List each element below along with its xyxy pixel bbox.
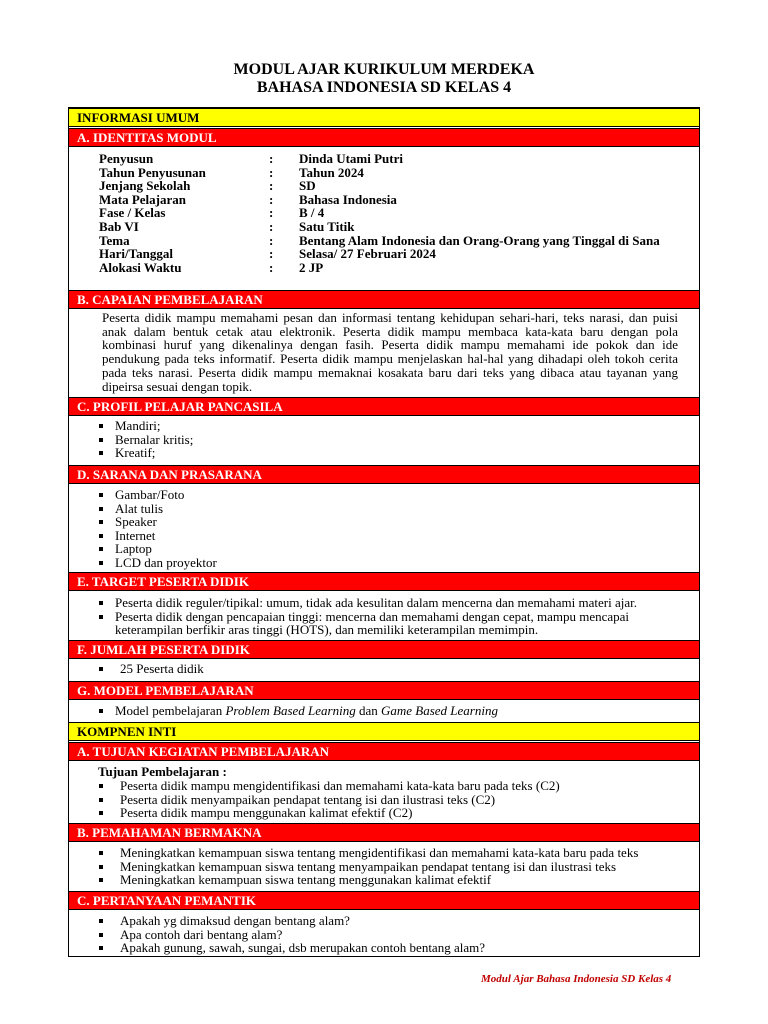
identity-row bbox=[99, 247, 660, 261]
list-item: Laptop bbox=[98, 542, 217, 556]
list-item bbox=[98, 704, 498, 718]
identity-row bbox=[99, 206, 660, 220]
identity-label: Tema bbox=[99, 232, 130, 248]
identity-label: Tahun Penyusunan bbox=[99, 164, 206, 180]
identity-row bbox=[99, 179, 660, 193]
list-item: Apa contoh dari bentang alam? bbox=[98, 928, 485, 942]
model-list bbox=[98, 704, 498, 718]
section-komponen-inti: KOMPNEN INTI bbox=[69, 722, 699, 741]
identity-label: Penyusun bbox=[99, 151, 154, 166]
list-item: Alat tulis bbox=[98, 502, 217, 516]
list-item: Peserta didik menyampaikan pendapat tentang isi dan ilustrasi teks (C2) bbox=[98, 793, 560, 807]
section-sarana-prasarana: D. SARANA DAN PRASARANA bbox=[69, 465, 699, 484]
identity-label: Hari/Tanggal bbox=[99, 246, 173, 262]
identity-value: Bahasa Indonesia bbox=[299, 191, 397, 207]
identity-value: Tahun 2024 bbox=[299, 164, 364, 180]
pertanyaan-list bbox=[98, 914, 485, 955]
identity-label: Bab VI bbox=[99, 218, 139, 234]
section-jumlah-peserta: F. JUMLAH PESERTA DIDIK bbox=[69, 640, 699, 659]
identity-label: Alokasi Waktu bbox=[99, 259, 182, 275]
jumlah-list bbox=[98, 662, 204, 676]
section-pemahaman-bermakna: B. PEMAHAMAN BERMAKNA bbox=[69, 823, 699, 842]
identity-row bbox=[99, 234, 660, 248]
list-item: Apakah gunung, sawah, sungai, dsb merupakan contoh bentang alam? bbox=[98, 941, 485, 955]
identity-row bbox=[99, 193, 660, 207]
identity-colon: : bbox=[269, 259, 274, 275]
identity-value: SD bbox=[299, 178, 316, 194]
tujuan-subheading: Tujuan Pembelajaran : bbox=[98, 764, 227, 779]
list-item: Peserta didik dengan pencapaian tinggi: mencerna dan memahami dengan cepat, mampu mencapai keterampilan berfikir aras tinggi (HOTS), dan memiliki keterampilan memimpin. bbox=[98, 610, 680, 637]
list-item: Mandiri; bbox=[98, 419, 193, 433]
model-gbl: Game Based Learning bbox=[380, 703, 498, 718]
list-item: Peserta didik mampu menggunakan kalimat efektif (C2) bbox=[98, 806, 560, 820]
identity-colon: : bbox=[269, 178, 274, 194]
list-item: 25 Peserta didik bbox=[98, 662, 204, 676]
identity-colon: : bbox=[269, 205, 274, 221]
list-item: Kreatif; bbox=[98, 446, 193, 460]
list-item: Bernalar kritis; bbox=[98, 433, 193, 447]
identity-value: Bentang Alam Indonesia dan Orang-Orang yang Tinggal di Sana bbox=[299, 232, 660, 248]
identity-value: 2 JP bbox=[299, 259, 324, 275]
identity-colon: : bbox=[269, 246, 274, 262]
identity-row bbox=[99, 261, 660, 275]
identity-value: Dinda Utami Putri bbox=[299, 151, 403, 166]
list-item: Apakah yg dimaksud dengan bentang alam? bbox=[98, 914, 485, 928]
section-target-peserta: E. TARGET PESERTA DIDIK bbox=[69, 572, 699, 591]
document-title-line2: BAHASA INDONESIA SD KELAS 4 bbox=[256, 79, 512, 96]
identity-label: Fase / Kelas bbox=[99, 205, 166, 221]
document-title-line1: MODUL AJAR KURIKULUM MERDEKA bbox=[233, 61, 535, 78]
page-footer: Modul Ajar Bahasa Indonesia SD Kelas 4 bbox=[481, 973, 672, 985]
identity-colon: : bbox=[269, 164, 274, 180]
model-dan: dan bbox=[355, 703, 381, 718]
identity-colon: : bbox=[269, 191, 274, 207]
list-item: Meningkatkan kemampuan siswa tentang menyampaikan pendapat tentang isi dan ilustrasi teks bbox=[98, 860, 638, 874]
section-capaian-pembelajaran: B. CAPAIAN PEMBELAJARAN bbox=[69, 290, 699, 309]
profil-list bbox=[98, 419, 193, 460]
tujuan-list bbox=[98, 779, 560, 820]
list-item: Peserta didik reguler/tipikal: umum, tidak ada kesulitan dalam mencerna dan memahami materi ajar. bbox=[98, 596, 680, 610]
identity-colon: : bbox=[269, 151, 274, 166]
list-item: Internet bbox=[98, 529, 217, 543]
section-pertanyaan-pemantik: C. PERTANYAAN PEMANTIK bbox=[69, 891, 699, 910]
pemahaman-list bbox=[98, 846, 638, 887]
identity-row bbox=[99, 220, 660, 234]
list-item: Meningkatkan kemampuan siswa tentang mengidentifikasi dan memahami kata-kata baru pada teks bbox=[98, 846, 638, 860]
list-item: Peserta didik mampu mengidentifikasi dan memahami kata-kata baru pada teks (C2) bbox=[98, 779, 560, 793]
section-identitas-modul: A. IDENTITAS MODUL bbox=[69, 128, 699, 147]
identity-row bbox=[99, 166, 660, 180]
identity-label: Mata Pelajaran bbox=[99, 191, 187, 207]
list-item: Gambar/Foto bbox=[98, 488, 217, 502]
section-informasi-umum: INFORMASI UMUM bbox=[69, 108, 699, 127]
list-item: Speaker bbox=[98, 515, 217, 529]
sarana-list bbox=[98, 488, 217, 569]
list-item: Meningkatkan kemampuan siswa tentang menggunakan kalimat efektif bbox=[98, 873, 638, 887]
identity-label: Jenjang Sekolah bbox=[99, 178, 191, 194]
identity-colon: : bbox=[269, 218, 274, 234]
section-model-pembelajaran: G. MODEL PEMBELAJARAN bbox=[69, 681, 699, 700]
target-list bbox=[98, 596, 680, 637]
section-profil-pelajar: C. PROFIL PELAJAR PANCASILA bbox=[69, 397, 699, 416]
identity-value: Satu Titik bbox=[299, 218, 355, 234]
model-prefix: Model pembelajaran bbox=[115, 703, 226, 718]
list-item: LCD dan proyektor bbox=[98, 556, 217, 570]
identity-value: B / 4 bbox=[299, 205, 325, 221]
capaian-paragraph: Peserta didik mampu memahami pesan dan informasi tentang kehidupan sehari-hari, teks narasi, dan puisi anak dalam bentuk cetak atau elektronik. Peserta didik mampu membaca kata-kata baru dengan pola kombinasi huruf yang dikenalinya dengan fasih. Peserta didik mampu memahami ide pokok dan ide pendukung pada teks informatif. Peserta didik mampu menjelaskan hal-hal yang dihadapi oleh tokoh cerita pada teks narasi. Peserta didik mampu memaknai kosakata baru dari teks yang dibaca atau tayanan yang dipeirsa sesuai dengan topik. bbox=[102, 310, 678, 394]
section-tujuan-kegiatan: A. TUJUAN KEGIATAN PEMBELAJARAN bbox=[69, 742, 699, 761]
identity-value: Selasa/ 27 Februari 2024 bbox=[299, 246, 436, 262]
model-pbl: Problem Based Learning bbox=[225, 703, 356, 718]
identity-table bbox=[99, 152, 660, 274]
identity-row bbox=[99, 152, 660, 166]
identity-colon: : bbox=[269, 232, 274, 248]
